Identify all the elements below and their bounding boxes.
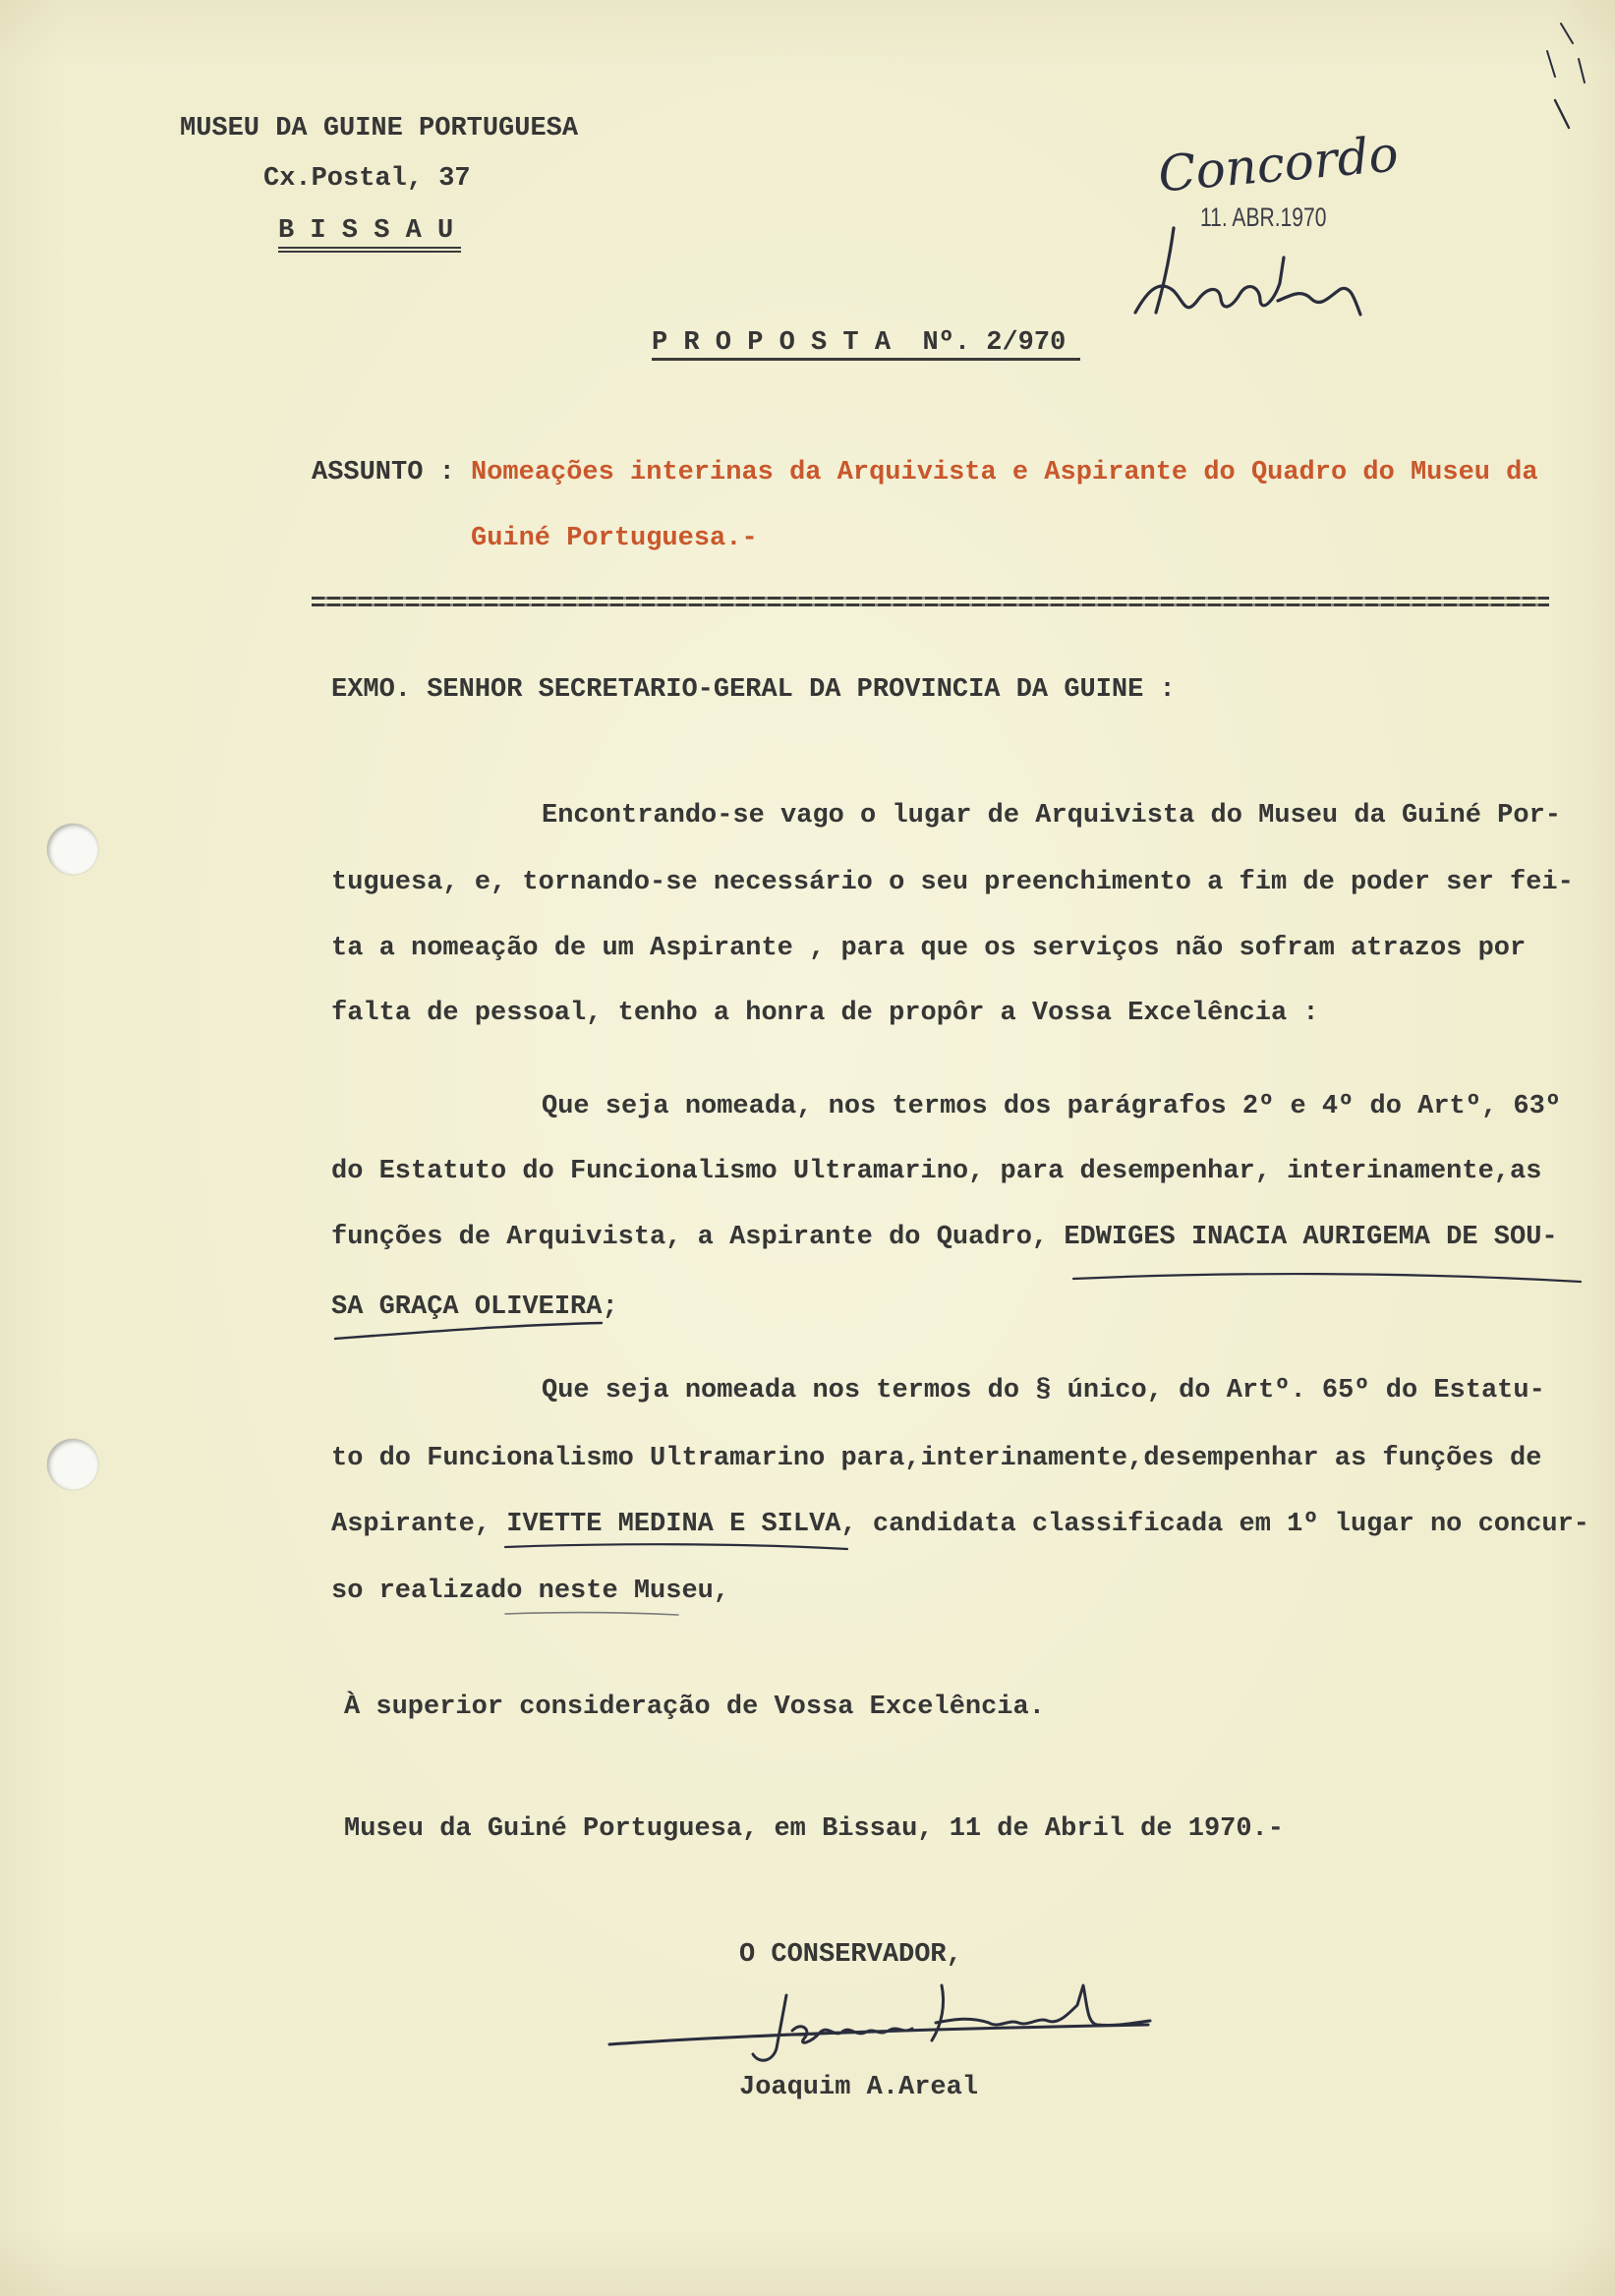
paragraph-3-line-3: Aspirante, IVETTE MEDINA E SILVA, candidata classificada em 1º lugar no concur- [331,1510,1590,1539]
punch-hole-upper [47,824,98,875]
title-underline [652,358,1080,361]
approval-handwritten-note: Concordo [1155,125,1401,203]
approval-signature [1135,228,1360,315]
paragraph-2-line-2: do Estatuto do Funcionalismo Ultramarino, para desempenhar, interinamente,as [331,1157,1542,1186]
city: B I S S A U [278,216,454,246]
paragraph-3-line-2: to do Funcionalismo Ultramarino para,interinamente,desempenhar as funções de [331,1444,1542,1473]
date-stamp: 11. ABR.1970 [1200,202,1327,232]
salutation: EXMO. SENHOR SECRETARIO-GERAL DA PROVINCIA DA GUINE : [331,675,1176,705]
underline-sa-graca-oliveira [335,1323,602,1339]
paragraph-1-line-1: Encontrando-se vago o lugar de Arquivista do Museu da Guiné Por- [542,801,1561,831]
paragraph-2-line-3: funções de Arquivista, a Aspirante do Quadro, EDWIGES INACIA AURIGEMA DE SOU- [331,1223,1558,1252]
document-title: P R O P O S T A Nº. 2/970 [652,328,1067,358]
corner-mark-1 [1561,24,1573,43]
corner-mark-2 [1547,51,1555,77]
city-underline [278,247,461,253]
subject-line-1 [312,457,1538,488]
punch-hole-lower [47,1439,98,1490]
closing-line: À superior consideração de Vossa Excelência. [344,1693,1045,1722]
underline-neste-museu [505,1613,678,1615]
paragraph-3-line-1: Que seja nomeada nos termos do § único, do Artº. 65º do Estatu- [542,1376,1545,1406]
corner-mark-4 [1555,100,1569,128]
signatory-name: Joaquim A.Areal [739,2073,979,2102]
paragraph-2-line-4: SA GRAÇA OLIVEIRA; [331,1292,618,1322]
postal-box: Cx.Postal, 37 [263,164,471,194]
paragraph-2-line-1: Que seja nomeada, nos termos dos parágrafos 2º e 4º do Artº, 63º [542,1092,1561,1121]
paragraph-3-line-4: so realizado neste Museu, [331,1577,730,1606]
underline-ivette-medina [505,1544,847,1549]
paragraph-1-line-3: ta a nomeação de um Aspirante , para que os serviços não sofram atrazos por [331,934,1527,963]
subject-line-2: Guiné Portuguesa.- [471,524,758,553]
subject-text: Nomeações interinas da Arquivista e Aspirante do Quadro do Museu da [471,458,1538,488]
conservator-signature [609,1985,1150,2060]
place-and-date: Museu da Guiné Portuguesa, em Bissau, 11 de Abril de 1970.- [344,1814,1284,1844]
paragraph-1-line-2: tuguesa, e, tornando-se necessário o seu preenchimento a fim de poder ser fei- [331,868,1574,897]
institution-name: MUSEU DA GUINE PORTUGUESA [180,114,579,144]
corner-mark-3 [1579,59,1585,83]
underline-edwiges [1073,1274,1581,1282]
signatory-title: O CONSERVADOR, [739,1940,962,1970]
divider-rule-bottom [312,603,1549,606]
paragraph-1-line-4: falta de pessoal, tenho a honra de propôr a Vossa Excelência : [331,999,1319,1028]
subject-label: ASSUNTO : [312,458,455,488]
divider-rule-top [312,597,1549,600]
